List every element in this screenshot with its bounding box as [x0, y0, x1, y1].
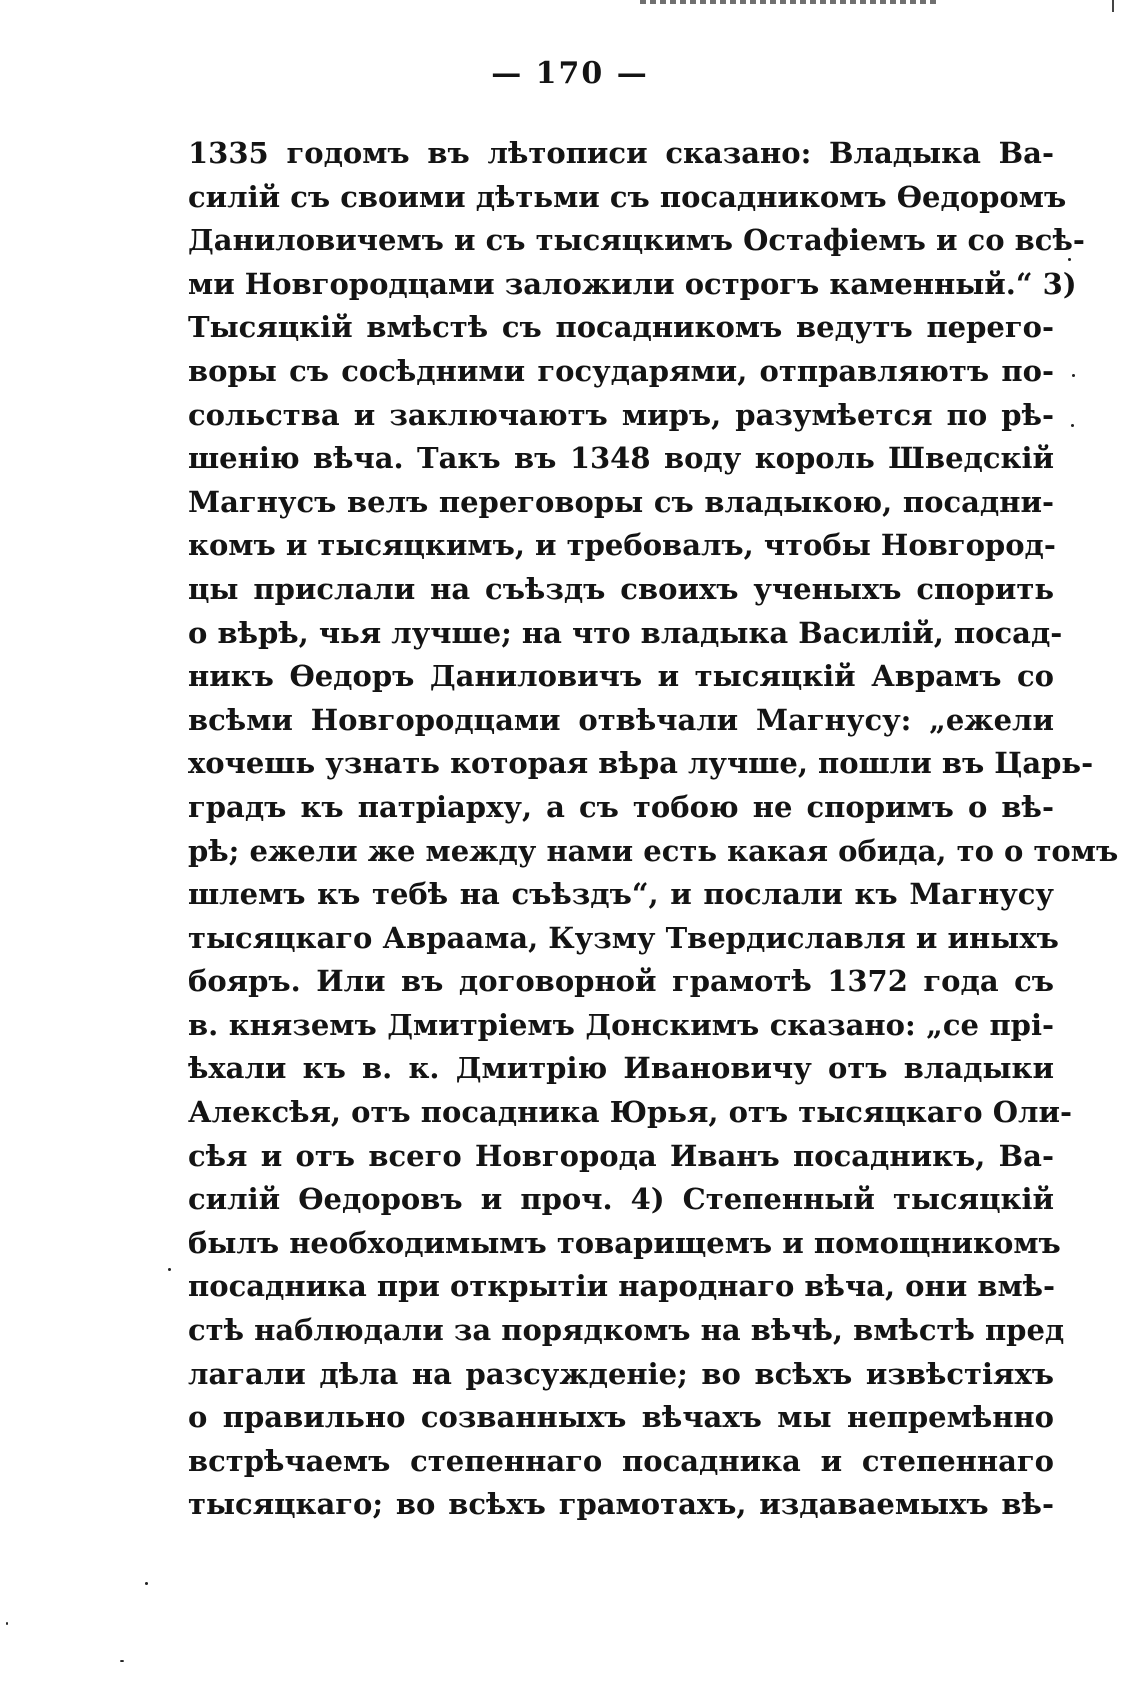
text-line: никъ Ѳедоръ Даниловичъ и тысяцкій Аврамъ со: [188, 659, 1054, 694]
scan-speck: [1072, 374, 1075, 377]
scan-speck: [1071, 424, 1074, 427]
text-line: шлемъ къ тебѣ на съѣздъ“, и послали къ Магнусу: [188, 877, 1054, 912]
text-line: Алексѣя, отъ посадника Юрья, отъ тысяцкаго Оли-: [188, 1095, 1072, 1130]
text-line: посадника при открытіи народнаго вѣча, они вмѣ-: [188, 1269, 1056, 1304]
text-line: градъ къ патріарху, а съ тобою не споримъ о вѣ-: [188, 789, 1054, 824]
body-text: [188, 132, 1119, 1527]
text-line: бояръ. Или въ договорной грамотѣ 1372 года съ: [188, 964, 1054, 999]
text-line: рѣ; ежели же между нами есть какая обида, то о томъ: [188, 833, 1119, 868]
text-line: тысяцкаго Авраама, Кузму Твердиславля и иныхъ: [188, 920, 1059, 955]
text-line: тысяцкаго; во всѣхъ грамотахъ, издаваемыхъ вѣ-: [188, 1487, 1054, 1522]
text-line: цы прислали на съѣздъ своихъ ученыхъ спорить: [188, 571, 1054, 606]
text-line: комъ и тысяцкимъ, и требовалъ, чтобы Новгород-: [188, 528, 1056, 563]
text-line: силій съ своими дѣтьми съ посадникомъ Ѳедоромъ: [188, 179, 1067, 214]
text-line: ѣхали къ в. к. Дмитрію Ивановичу отъ владыки: [188, 1051, 1054, 1086]
text-line: ми Новгородцами заложили острогъ каменный.“ 3): [188, 266, 1077, 301]
text-line: стѣ наблюдали за порядкомъ на вѣчѣ, вмѣстѣ пред: [188, 1313, 1065, 1348]
scan-speck: [6, 1622, 8, 1625]
text-line: лагали дѣла на разсужденіе; во всѣхъ извѣстіяхъ: [188, 1356, 1054, 1391]
text-line: о правильно созванныхъ вѣчахъ мы непремѣнно: [188, 1400, 1054, 1435]
text-line: встрѣчаемъ степеннаго посадника и степеннаго: [188, 1443, 1054, 1478]
text-line: в. княземъ Дмитріемъ Донскимъ сказано: „се прі-: [188, 1007, 1054, 1042]
text-line: о вѣрѣ, чья лучше; на что владыка Василій, посад-: [188, 615, 1063, 650]
text-line: Даниловичемъ и съ тысяцкимъ Остафіемъ и со всѣ-: [188, 223, 1085, 258]
scan-artifact-top: [640, 0, 940, 4]
scan-speck: [1068, 258, 1071, 261]
text-line: шенію вѣча. Такъ въ 1348 воду король Шведскій: [188, 441, 1054, 476]
text-line: сольства и заключаютъ миръ, разумѣется по рѣ-: [188, 397, 1054, 432]
scan-speck: [120, 1660, 124, 1662]
text-line: воры съ сосѣдними государями, отправляютъ по-: [188, 353, 1054, 388]
scan-speck: [168, 1268, 171, 1271]
text-line: Тысяцкій вмѣстѣ съ посадникомъ ведутъ перего-: [188, 310, 1054, 345]
scan-speck: [145, 1582, 148, 1585]
page-number: — 170 —: [491, 56, 649, 91]
scan-artifact-edge: [1112, 0, 1114, 12]
text-line: силій Ѳедоровъ и проч. 4) Степенный тысяцкій: [188, 1182, 1054, 1217]
text-line: Магнусъ велъ переговоры съ владыкою, посадни-: [188, 484, 1054, 519]
text-line: 1335 годомъ въ лѣтописи сказано: Владыка Ва-: [188, 136, 1054, 170]
text-line: сѣя и отъ всего Новгорода Иванъ посадникъ, Ва-: [188, 1138, 1054, 1173]
text-line: былъ необходимымъ товарищемъ и помощникомъ: [188, 1225, 1061, 1260]
text-line: всѣми Новгородцами отвѣчали Магнусу: „ежели: [188, 702, 1054, 737]
text-line: хочешь узнать которая вѣра лучше, пошли въ Царь-: [188, 746, 1094, 781]
